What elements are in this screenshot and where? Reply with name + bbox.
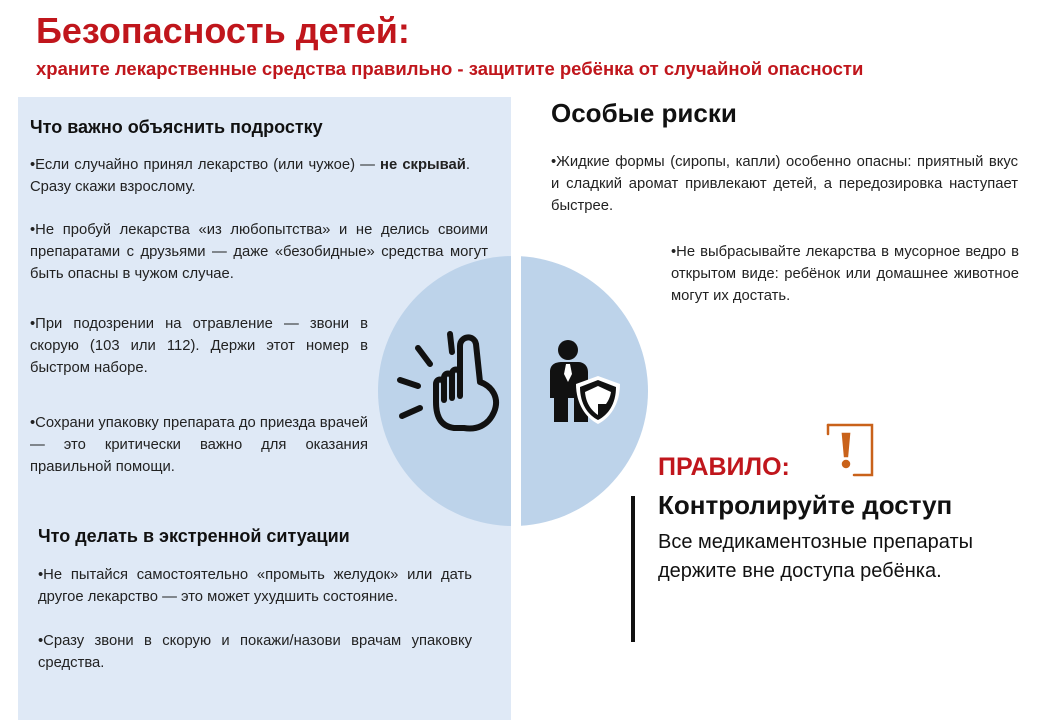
risks-item-2: •Не выбрасывайте лекарства в мусорное ведро в открытом виде: ребёнок или домашнее животное могут их достать. xyxy=(671,244,1019,304)
page-subtitle: храните лекарственные средства правильно - защитите ребёнка от случайной опасности xyxy=(36,58,864,79)
rule-label: ПРАВИЛО: xyxy=(658,453,790,481)
page-title: Безопасность детей: xyxy=(36,10,410,51)
emergency-item-2: •Сразу звони в скорую и покажи/назови врачам упаковку средства. xyxy=(38,633,472,671)
raised-finger-attention-icon xyxy=(396,328,502,440)
teen-item-2: •Не пробуй лекарства «из любопытства» и не делись своими препаратами с друзьями — даже «безобидные» средства могут быть опасны в чужом случае. xyxy=(30,222,488,282)
person-with-shield-icon xyxy=(548,338,624,426)
rule-accent-bar xyxy=(631,496,635,642)
teen-section-heading: Что важно объяснить подростку xyxy=(30,117,323,137)
risks-item-1: •Жидкие формы (сиропы, капли) особенно опасны: приятный вкус и сладкий аромат привлекают детей, а передозировка наступает быстрее. xyxy=(551,154,1018,214)
circle-divider xyxy=(511,256,521,526)
emergency-item-1: •Не пытайся самостоятельно «промыть желудок» или дать другое лекарство — это может ухудшить состояние. xyxy=(38,567,472,605)
exclamation-warning-icon xyxy=(826,422,876,478)
teen-item-4: •Сохрани упаковку препарата до приезда врачей — это критически важно для оказания правильной помощи. xyxy=(30,415,368,475)
risks-section-heading: Особые риски xyxy=(551,98,737,128)
rule-title: Контролируйте доступ xyxy=(658,490,953,520)
rule-text: Все медикаментозные препараты держите вне доступа ребёнка. xyxy=(658,531,973,582)
teen-item-3: •При подозрении на отравление — звони в скорую (103 или 112). Держи этот номер в быстром наборе. xyxy=(30,316,368,376)
teen-item-1: •Если случайно принял лекарство (или чужое) — не скрывай. Сразу скажи взрослому. xyxy=(30,157,470,195)
emergency-section-heading: Что делать в экстренной ситуации xyxy=(38,526,350,546)
